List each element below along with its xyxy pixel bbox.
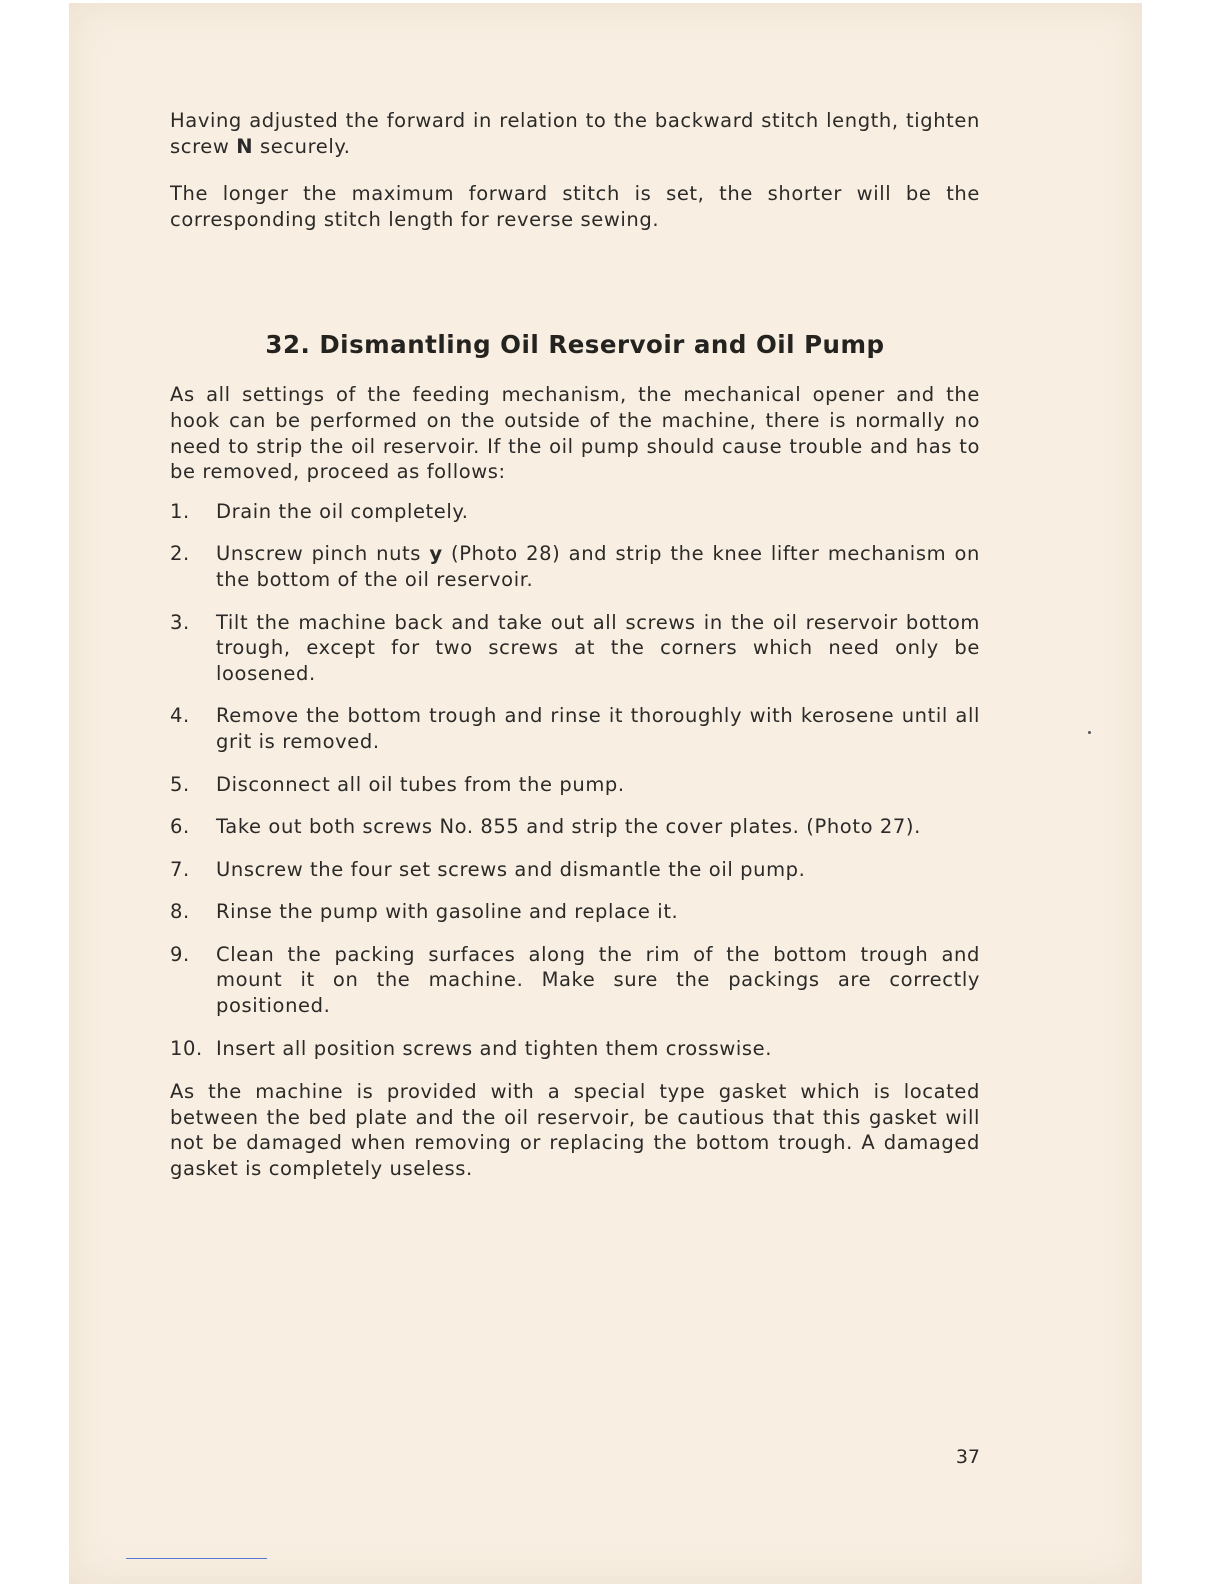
- section-heading: 32. Dismantling Oil Reservoir and Oil Pump: [265, 330, 885, 360]
- step-number: 8.: [170, 900, 190, 924]
- step-text: Disconnect all oil tubes from the pump.: [216, 772, 625, 796]
- stitch-length-paragraph: The longer the maximum forward stitch is set, the shorter will be the corresponding stitch length for reverse sewing.: [170, 182, 980, 231]
- step-number: 9.: [170, 942, 190, 966]
- step-number: 7.: [170, 857, 190, 881]
- step-text-continued: (Photo 28) and strip the knee lifter mechanism on the bottom of the oil reservoir.: [216, 542, 980, 591]
- page-number: 37: [955, 1446, 980, 1468]
- list-item: [170, 899, 980, 925]
- step-text: Insert all position screws and tighten them crosswise.: [216, 1036, 773, 1060]
- list-item: [170, 857, 980, 883]
- section-intro-paragraph: As all settings of the feeding mechanism, the mechanical opener and the hook can be performed on the outside of the machine, there is normally no need to strip the oil reservoir. If the oil pump should cause trouble and has to be removed, proceed as follows:: [170, 383, 980, 484]
- step-text: Unscrew pinch nuts: [216, 542, 430, 566]
- step-text: Unscrew the four set screws and dismantle the oil pump.: [216, 857, 806, 881]
- procedure-steps: [170, 499, 980, 1062]
- adjustment-paragraph: [170, 108, 980, 159]
- scan-edge-rule: [126, 1558, 267, 1559]
- step-number: 6.: [170, 815, 190, 839]
- step-text: Rinse the pump with gasoline and replace it.: [216, 900, 679, 924]
- adjustment-text-b: securely.: [253, 134, 351, 158]
- step-number: 2.: [170, 542, 190, 566]
- list-item: [170, 1036, 980, 1062]
- list-item: [170, 541, 980, 592]
- screw-n-label: N: [236, 134, 254, 158]
- step-number: 5.: [170, 772, 190, 796]
- gasket-warning-paragraph: As the machine is provided with a special type gasket which is located between the bed plate and the oil reservoir, be cautious that this gasket will not be damaged when removing or replacing the bottom trough. A damaged gasket is completely useless.: [170, 1080, 980, 1181]
- pinch-nut-label: y: [429, 542, 443, 566]
- page-content: [170, 108, 980, 1182]
- step-number: 3.: [170, 610, 190, 634]
- step-text: Clean the packing surfaces along the rim of the bottom trough and mount it on the machine. Make sure the packings are correctly positioned.: [216, 942, 980, 1018]
- step-text: Tilt the machine back and take out all screws in the oil reservoir bottom trough, except for two screws at the corners which need only be loosened.: [216, 610, 980, 685]
- list-item: [170, 499, 980, 525]
- list-item: [170, 703, 980, 754]
- step-text: Take out both screws No. 855 and strip the cover plates. (Photo 27).: [216, 815, 921, 839]
- list-item: [170, 772, 980, 798]
- step-text: Drain the oil completely.: [216, 499, 469, 523]
- step-number: 4.: [170, 704, 190, 728]
- step-number: 10.: [170, 1036, 203, 1060]
- step-text: Remove the bottom trough and rinse it thoroughly with kerosene until all grit is removed.: [216, 704, 980, 753]
- paper-speck: [1088, 731, 1091, 734]
- list-item: [170, 942, 980, 1019]
- adjustment-text-a: Having adjusted the forward in relation to the backward stitch length, tighten screw: [170, 109, 980, 158]
- list-item: [170, 610, 980, 687]
- step-number: 1.: [170, 499, 190, 523]
- list-item: [170, 814, 980, 840]
